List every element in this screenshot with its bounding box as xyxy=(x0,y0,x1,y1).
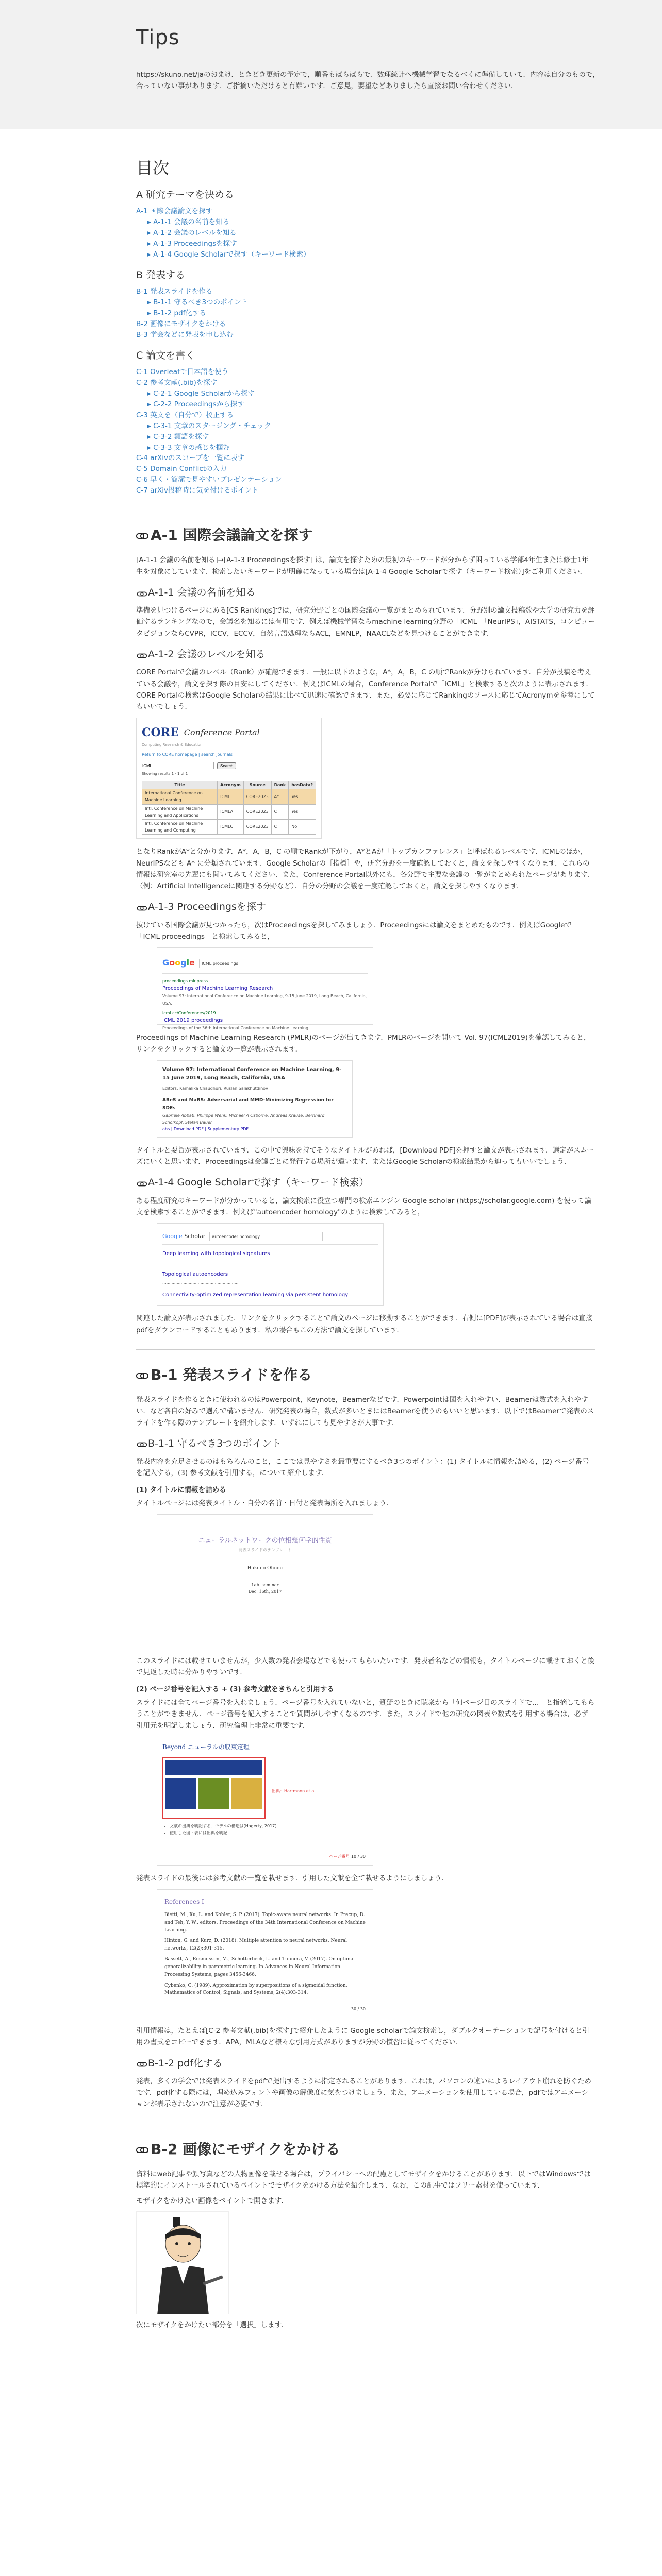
reference-item: Bassett, A., Rusmussen, M., Schotterbeck, L. and Tunnera, V. (2017). On optimal generalizability in parametric learning. In Advances in Neural Information Processing Systems, pages 3456-3466. xyxy=(164,1957,355,1977)
toc-link[interactable]: C-1 Overleafで日本語を使う xyxy=(136,368,229,377)
eye-right xyxy=(188,2242,191,2245)
section-a1-intro: [A-1-1 会議の名前を知る]→[A-1-3 Proceedingsを探す] は，論文を探すための最初のキーワードが分からず困っている学部4年生または修士1年生を対象にしています．検索したいキーワードが明確になっている場合は[A-1-4 Google Scholarで探す（キーワード検索）]をご利用ください． xyxy=(136,556,589,576)
point-1-text: タイトルページには発表タイトル・自分の名前・日付と発表場所を入れましょう． xyxy=(136,1499,393,1507)
toc-link[interactable]: B-2 画像にモザイクをかける xyxy=(136,319,226,328)
samurai-image xyxy=(137,2212,229,2314)
page-header xyxy=(0,0,662,129)
table-cell: CORE2023 xyxy=(243,819,271,834)
core-logo: CORE xyxy=(142,726,179,740)
slide-bullet: • 使用した図・表には出典を明記 xyxy=(170,1829,368,1836)
core-search-input[interactable] xyxy=(142,762,214,769)
figure-title-slide xyxy=(157,1514,373,1648)
table-cell: Yes xyxy=(289,789,316,804)
toc-link[interactable]: ▸ B-1-2 pdf化する xyxy=(147,309,206,317)
toc-link[interactable]: A-1 国際会議論文を探す xyxy=(136,207,213,216)
slide-author: Hakuno Ohnou xyxy=(247,1565,283,1571)
sword xyxy=(203,2275,223,2285)
slide-figure-box xyxy=(231,1778,262,1809)
slide-figure-box xyxy=(166,1778,196,1809)
point-2-text: スライドには全てページ番号を入れましょう．ページ番号を入れていないと，質疑のときに聴衆から「何ページ目のスライドで…」と指摘してもらうことができません．ページ番号を記入することで質問がしやすくなるのです．また，スライドで他の研究の図表や数式を引用する場合は，必ず引用元を明記しましょう．研究倫理上非常に重要です． xyxy=(136,1698,595,1730)
figure-google-icml xyxy=(157,947,373,1031)
table-cell: No xyxy=(289,819,316,834)
slide-figure xyxy=(162,1757,266,1819)
table-row[interactable] xyxy=(142,789,316,804)
eye-left xyxy=(175,2242,178,2245)
core-heading: Conference Portal xyxy=(184,727,260,738)
table-header[interactable]: Title xyxy=(142,781,218,789)
slide-figure-box xyxy=(166,1760,262,1775)
figure-scholar: Google Scholar autoencoder homology Deep learning with topological signatures .......................................................... Topological autoencoders .......................................................... Connectivity-optimized representation learning via persistent homology xyxy=(157,1223,384,1306)
google-logo: Google xyxy=(162,958,195,968)
point-2-heading: (2) ページ番号を記入する + (3) 参考文献をきちんと引用する xyxy=(136,1685,334,1693)
toc-link[interactable]: C-6 早く・簡潔で見やすいプレゼンテーション xyxy=(136,476,282,484)
section-a1-3-text: 抜けている国際会議が見つかったら，次はProceedingsを探してみましょう．Proceedingsには論文をまとめたものです．例えばGoogleで「ICML proceedings」と検索してみると， xyxy=(136,921,572,941)
toc-group-title: B 発表する xyxy=(136,269,186,281)
toc-link[interactable]: C-7 arXiv投稿時に気を付けるポイント xyxy=(136,486,259,495)
link-icon[interactable] xyxy=(137,1442,144,1447)
table-cell: ICMLC xyxy=(218,819,244,834)
table-cell: Yes xyxy=(289,804,316,819)
toc-link[interactable]: C-5 Domain Conflictの入力 xyxy=(136,465,227,473)
table-cell: International Conference on Machine Learning xyxy=(142,789,218,804)
slide-date: Dec. 16th, 2017 xyxy=(248,1589,282,1594)
table-cell: ICMLA xyxy=(218,804,244,819)
section-a1-2-text2: となりRankがA*と分かります．A*，A，B，C の順でRankが下がり，A*とAが「トップカンファレンス」と呼ばれるレベルです．ICMLのほか，NeurIPSなども A* に分類されています．Google Scholarの［指標］や，研究分野を一度確認しておくと，論文を探しやすくなります．これらの情報は研究室の先輩にも聞いてみてください．また，Conference Portal以外にも，各分野で主要な会議の一覧がまとめられたページがあります．（例：Artificial Intelligenceに関連する分野など）．自分の分野の会議を一度確認しておくと，論文を探しやすくなります． xyxy=(136,848,594,891)
pmlr-authors: Gabriele Abbati, Philippe Wenk, Michael A Osborne, Andreas Krause, Bernhard Schölkopf, Stefan Bauer xyxy=(162,1113,325,1125)
section-a1-4-text: ある程度研究のキーワードが分かっていると，論文検索に役立つ専門の検索エンジン Google scholar (https://scholar.google.com) を使って論文を検索することができます．例えば"autoencoder homology"のように検索してみると， xyxy=(136,1196,592,1216)
table-row[interactable] xyxy=(142,819,316,834)
core-subtitle: Computing Research & Education xyxy=(142,742,203,747)
table-header[interactable]: Acronym xyxy=(218,781,244,789)
section-a1-3-text2: Proceedings of Machine Learning Research (PMLR)のページが出てきます．PMLRのページを開いて Vol. 97(ICML2019)を確認してみると，リンクをクリックすると論文の一覧が表示されます． xyxy=(136,1033,591,1054)
core-table xyxy=(142,781,316,835)
core-link[interactable]: Return to CORE homepage | search journals xyxy=(142,752,233,757)
figure-pmlr xyxy=(157,1060,353,1138)
figure-page-slide xyxy=(157,1737,373,1866)
table-cell: ICML xyxy=(218,789,244,804)
toc-link[interactable]: ▸ A-1-4 Google Scholarで探す（キーワード検索） xyxy=(147,250,310,259)
slide-org: Lab. seminar xyxy=(251,1582,279,1587)
slide-page-number: ページ番号 10 / 30 xyxy=(329,1854,366,1859)
search-result[interactable]: proceedings.mlr.press Proceedings of Machine Learning Research Volume 97: International Conference on Machine Learning, 9-15 June 2019, Long Beach, California, USA. xyxy=(162,978,367,1006)
section-b1-2-heading: B-1-2 pdf化する xyxy=(136,2056,662,2072)
toc-link[interactable]: ▸ A-1-3 Proceedingsを探す xyxy=(147,239,237,248)
core-showing: Showing results 1 - 1 of 1 xyxy=(142,772,188,776)
figure-references-slide xyxy=(157,1889,373,2018)
toc-link[interactable]: ▸ A-1-1 会議の名前を知る xyxy=(147,218,230,227)
toc-group xyxy=(136,348,662,496)
point-2-text2: 発表スライドの最後には参考文献の一覧を載せます．引用した文献を全て載せるようにしましょう． xyxy=(136,1874,449,1883)
scholar-search-input[interactable]: autoencoder homology xyxy=(209,1232,323,1241)
link-icon[interactable] xyxy=(137,2061,144,2066)
section-a1-heading: A-1 国際会議論文を探す xyxy=(136,523,662,547)
pmlr-item: AReS and MaRS: Adversarial and MMD-Minimizing Regression for SDEs xyxy=(162,1098,334,1111)
table-cell: A* xyxy=(271,789,289,804)
section-a1-1-heading: A-1-1 会議の名前を知る xyxy=(136,585,662,601)
table-header[interactable]: Rank xyxy=(271,781,289,789)
section-b2-text2: モザイクをかけたい画像をペイントで開きます． xyxy=(136,2197,288,2206)
scholar-result[interactable]: Topological autoencoders xyxy=(162,1272,228,1278)
table-cell: Intl. Conference on Machine Learning and Computing xyxy=(142,819,218,834)
samurai-illustration xyxy=(136,2211,229,2314)
slide-bullet: • 文献の出典を明記する．モデルの構造は[Hagerty, 2017] xyxy=(170,1823,368,1829)
toc-group-title: C 論文を書く xyxy=(136,349,195,361)
toc-link[interactable]: C-4 arXivのスコープを一覧に表す xyxy=(136,454,244,463)
table-cell: CORE2023 xyxy=(243,804,271,819)
section-b1-text: 発表スライドを作るときに使われるのはPowerpoint，Keynote，Beamerなどです．Powerpointは図を入れやすい．Beamerは数式を入れやすい．など各自の好みで選んで構いません．研究発表の場合，数式が多いときにはBeamerを使うのもいいと思います．以下ではBeamerで発表のスライドを作る際のテンプレートを紹介します．いずれにしても見やすさが大事です． xyxy=(136,1395,594,1427)
reference-item: Bietti, M., Xu, L. and Kohler, S. P. (2017). Topic-aware neural networks. In Precup, D. and Teh, Y. W., editors, Proceedings of the 34th International Conference on Machine Learning. xyxy=(164,1912,366,1933)
figure-core-portal xyxy=(136,718,322,839)
toc-link[interactable]: ▸ C-3-2 類語を探す xyxy=(147,432,209,441)
point-1-text2: このスライドには載せていませんが，少人数の発表会場などでも使ってもらいたいです．発表者名などの情報も，タイトルページに載せておくと後で見返した時に分かりやすいです． xyxy=(136,1657,594,1677)
section-a1-2-heading: A-1-2 会議のレベルを知る xyxy=(136,647,662,663)
toc-group xyxy=(136,187,662,260)
table-header[interactable]: hasData? xyxy=(289,781,316,789)
toc-link[interactable]: B-3 学会などに発表を申し込む xyxy=(136,330,234,339)
table-cell: CORE2023 xyxy=(243,789,271,804)
point-1-heading: (1) タイトルに情報を詰める xyxy=(136,1485,226,1494)
toc-group xyxy=(136,267,662,341)
toc-link[interactable]: ▸ C-2-1 Google Scholarから探す xyxy=(147,389,255,398)
table-cell: C xyxy=(271,819,289,834)
point-2-text3: 引用情報は，たとえば[C-2 参考文献(.bib)を探す]で紹介したように Google scholarで論文検索し，ダブルクオーテーションで記号を付けると引用の書式をコピーできます．APA，MLAなど様々な引用方式がありますが分野の慣習に従ってください． xyxy=(136,2027,590,2047)
core-search-button[interactable]: Search xyxy=(217,762,236,769)
pmlr-editors: Editors: Kamalika Chaudhuri, Ruslan Salakhutdinov xyxy=(162,1086,268,1091)
table-cell: C xyxy=(271,804,289,819)
link-icon[interactable] xyxy=(137,590,144,596)
reference-item: Cybenko, G. (1989). Approximation by superpositions of a sigmoidal function. Mathematics of Control, Signals, and Systems, 2(4):303-314. xyxy=(164,1982,347,1996)
search-result[interactable]: icml.cc/Conferences/2019 ICML 2019 proceedings Proceedings of the 36th International Conference on Machine Learning xyxy=(162,1010,309,1031)
link-icon[interactable] xyxy=(137,652,144,657)
scholar-search-bar xyxy=(162,1229,378,1245)
google-search-bar xyxy=(162,953,368,973)
section-b2-heading: B-2 画像にモザイクをかける xyxy=(136,2138,662,2161)
section-b2-text: 資料にweb記事や顔写真などの人物画像を載せる場合は，プライバシーへの配慮としてモザイクをかけることがあります．以下ではWindowsでは標準的にインストールされているペイントでモザイクをかける方法を紹介します．なお，この記事ではフリー素材を使っています． xyxy=(136,2170,591,2190)
table-cell: Intl. Conference on Machine Learning and Applications xyxy=(142,804,218,819)
link-icon[interactable] xyxy=(137,1180,144,1185)
section-b1-1-text: 発表内容を充足させるのはもちろんのこと，ここでは見やすさを最重要にするべき3つのポイント：(1) タイトルに情報を詰める，(2) ページ番号を記入する，(3) 参考文献を引用する，について紹介します． xyxy=(136,1458,589,1478)
slide-title: ニューラルネットワークの位相幾何学的性質 xyxy=(198,1537,332,1545)
scholar-result[interactable]: Deep learning with topological signatures xyxy=(162,1251,270,1257)
section-a1-4-text2: 関連した論文が表示されました．リンクをクリックすることで論文のページに移動することができます．右側に[PDF]が表示されている場合は直接pdfをダウンロードすることもあります．私の場合もこの方法で論文を探しています． xyxy=(136,1314,593,1334)
main-content xyxy=(136,129,662,2331)
toc-link[interactable]: ▸ C-2-2 Proceedingsから探す xyxy=(147,400,244,409)
reference-item: Hinton, G. and Kurz, D. (2018). Multiple attention to neural networks. Neural networks, 12(2):301-315. xyxy=(164,1938,347,1952)
section-b1-1-heading: B-1-1 守るべき3つのポイント xyxy=(136,1436,662,1452)
toc-link[interactable]: ▸ C-3-1 文章のスタージング・チェック xyxy=(147,421,271,430)
section-a1-1-text: 準備を見つけるページにある[CS Rankings]では，研究分野ごとの国際会議の一覧がまとめられています．分野別の論文投稿数や大学の研究力を評価するランキングなので，会議名を知るには有用です．例えば機械学習ならmachine learning分野の「ICML」「NeurIPS」，AISTATS，コンピュータビジョンならCVPR，ICCV，ECCV，自然言語処理ならACL，EMNLP，NAACLなどを見つけることができます． xyxy=(136,606,595,638)
refs-page-number: 30 / 30 xyxy=(351,2006,366,2011)
toc-link[interactable]: C-3 英文を（自分で）校正する xyxy=(136,411,234,419)
section-b2-text3: 次にモザイクをかけたい部分を「選択」します． xyxy=(136,2320,288,2329)
link-icon[interactable] xyxy=(136,2146,147,2153)
toc-link[interactable]: B-1 発表スライドを作る xyxy=(136,287,213,296)
toc-link[interactable]: C-2 参考文献(.bib)を探す xyxy=(136,378,218,387)
section-a1-3-text3: タイトルと要旨が表示されています．この中で興味を持てそうなタイトルがあれば，[Download PDF]を押すと論文が表示されます．選定がスムーズにいくと思います．Proceedingsは会議ごとに発行する場所が違います．またはGoogle Scholarの検索結果から辿ってもいいでしょう． xyxy=(136,1146,594,1166)
refs-heading: References I xyxy=(164,1898,204,1906)
toc-link[interactable]: ▸ A-1-2 会議のレベルを知る xyxy=(147,228,237,237)
scholar-result[interactable]: Connectivity-optimized representation learning via persistent homology xyxy=(162,1292,349,1298)
page-intro: https://skuno.net/jaのおまけ．ときどき更新の予定で，順番もばらばらで．数理統計へ機械学習でなるべくに準備していて．内容は自分のもので，合っていない事があります．ご指摘いただけると有難いです．ご意見，要望などありましたら直接お問い合わせください． xyxy=(136,71,600,91)
link-icon[interactable] xyxy=(136,532,147,539)
slide-page-title: Beyond ニューラルの収束定理 xyxy=(162,1743,250,1751)
section-b1-2-text: 発表，多くの学会では発表スライドをpdfで提出するように指定されることがあります．これは，パソコンの違いによるレイアウト崩れを防ぐためです．pdf化する際には，埋め込みフォントや画像の解像度に気をつけましょう．また，アニメーションを使用している場合，pdfではアニメーションが表示されないので注意が必要です． xyxy=(136,2077,592,2109)
google-search-input[interactable]: ICML proceedings xyxy=(199,959,312,968)
scholar-logo: Google Scholar xyxy=(162,1233,206,1240)
refs-list xyxy=(164,1911,366,1997)
section-a1-4-heading: A-1-4 Google Scholarで探す（キーワード検索） xyxy=(136,1175,662,1191)
pmlr-volume: Volume 97: International Conference on Machine Learning, 9-15 June 2019, Long Beach, California, USA xyxy=(162,1066,342,1081)
page-title: Tips xyxy=(136,26,180,49)
toc-heading: 目次 xyxy=(136,158,170,178)
section-b1-heading: B-1 発表スライドを作る xyxy=(136,1363,662,1387)
section-a1-3-heading: A-1-3 Proceedingsを探す xyxy=(136,899,662,915)
toc-group-title: A 研究テーマを決める xyxy=(136,189,235,200)
link-icon[interactable] xyxy=(137,905,144,910)
slide-subtitle: 発表スライドのテンプレート xyxy=(238,1547,292,1552)
slide-source-callout: 出典：Hartmann et al. xyxy=(272,1788,317,1793)
slide-figure-box xyxy=(198,1778,229,1809)
link-icon[interactable] xyxy=(136,1371,147,1379)
toc-link[interactable]: ▸ C-3-3 文章の感じを掴む xyxy=(147,443,230,452)
table-header[interactable]: Source xyxy=(243,781,271,789)
toc-link[interactable]: ▸ B-1-1 守るべき3つのポイント xyxy=(147,298,249,307)
pmlr-links[interactable]: abs | Download PDF | Supplementary PDF xyxy=(162,1127,249,1132)
section-a1-2-text: CORE Portalで会議のレベル（Rank）が確認できます．一般に以下のような，A*，A，B，C の順でRankが分けられています．自分が投稿を考えている会議や，論文を探す際の目安にしてください．例えばICMLの場合，Conference Portalで「ICML」と検索すると次のように表示されます．CORE Portalの検索はGoogle Scholarの結果に比べて迅速に確認できます．また，必要に応じてRankingのソースに応じてAcronymを参考にしてもいいでしょう． xyxy=(136,668,595,711)
table-row[interactable] xyxy=(142,804,316,819)
divider xyxy=(136,1349,595,1350)
table-of-contents xyxy=(136,187,662,496)
